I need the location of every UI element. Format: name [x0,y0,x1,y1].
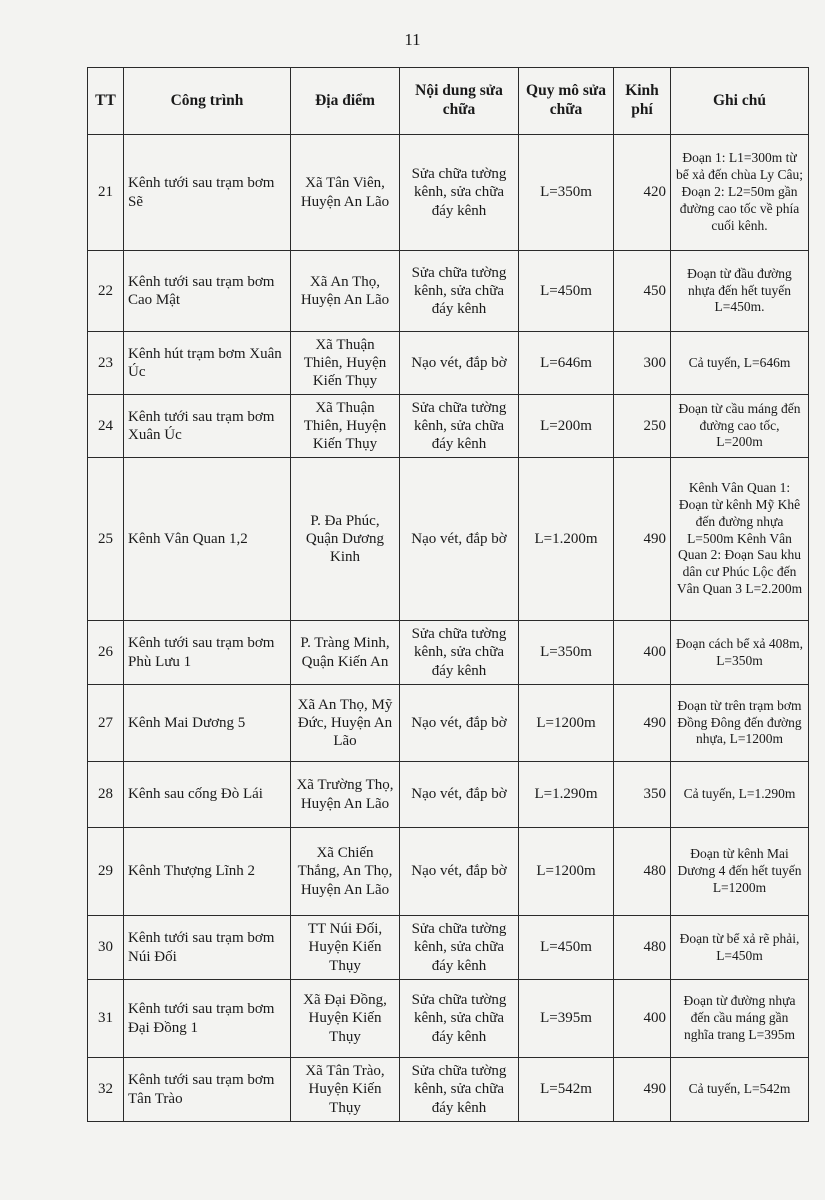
cell-kinh-phi: 300 [614,332,671,395]
cell-cong-trinh: Kênh tưới sau trạm bơm Cao Mật [124,251,291,332]
cell-kinh-phi: 480 [614,916,671,980]
cell-tt: 29 [88,828,124,916]
cell-kinh-phi: 490 [614,1058,671,1122]
cell-kinh-phi: 400 [614,980,671,1058]
table-row [88,135,809,251]
table-row [88,762,809,828]
cell-quy-mo: L=646m [519,332,614,395]
table-row [88,395,809,458]
cell-dia-diem: P. Đa Phúc, Quận Dương Kinh [291,458,400,621]
header-noi-dung: Nội dung sửa chữa [400,68,519,135]
cell-kinh-phi: 350 [614,762,671,828]
page-number: 11 [404,30,421,49]
cell-ghi-chu: Đoạn từ đường nhựa đến cầu máng gần nghĩa trang L=395m [671,980,809,1058]
cell-noi-dung: Sửa chữa tường kênh, sửa chữa đáy kênh [400,135,519,251]
cell-tt: 25 [88,458,124,621]
cell-quy-mo: L=1200m [519,828,614,916]
cell-kinh-phi: 250 [614,395,671,458]
cell-cong-trinh: Kênh tưới sau trạm bơm Tân Trào [124,1058,291,1122]
table-row [88,1058,809,1122]
cell-noi-dung: Sửa chữa tường kênh, sửa chữa đáy kênh [400,916,519,980]
cell-cong-trinh: Kênh Thượng Lĩnh 2 [124,828,291,916]
cell-quy-mo: L=450m [519,916,614,980]
cell-quy-mo: L=1.290m [519,762,614,828]
cell-quy-mo: L=350m [519,621,614,685]
cell-noi-dung: Sửa chữa tường kênh, sửa chữa đáy kênh [400,621,519,685]
cell-dia-diem: Xã Trường Thọ, Huyện An Lão [291,762,400,828]
cell-noi-dung: Sửa chữa tường kênh, sửa chữa đáy kênh [400,1058,519,1122]
cell-tt: 23 [88,332,124,395]
cell-quy-mo: L=200m [519,395,614,458]
cell-noi-dung: Sửa chữa tường kênh, sửa chữa đáy kênh [400,980,519,1058]
cell-ghi-chu: Đoạn từ cầu máng đến đường cao tốc, L=200m [671,395,809,458]
cell-cong-trinh: Kênh hút trạm bơm Xuân Úc [124,332,291,395]
cell-tt: 28 [88,762,124,828]
cell-kinh-phi: 480 [614,828,671,916]
cell-dia-diem: P. Tràng Minh, Quận Kiến An [291,621,400,685]
cell-quy-mo: L=450m [519,251,614,332]
cell-kinh-phi: 490 [614,685,671,762]
cell-noi-dung: Nạo vét, đắp bờ [400,762,519,828]
repair-works-table [87,67,809,1122]
cell-kinh-phi: 420 [614,135,671,251]
cell-kinh-phi: 400 [614,621,671,685]
cell-ghi-chu: Cả tuyến, L=646m [671,332,809,395]
cell-dia-diem: TT Núi Đối, Huyện Kiến Thụy [291,916,400,980]
cell-tt: 26 [88,621,124,685]
cell-cong-trinh: Kênh tưới sau trạm bơm Sẽ [124,135,291,251]
table-row [88,458,809,621]
cell-noi-dung: Nạo vét, đắp bờ [400,685,519,762]
cell-ghi-chu: Đoạn từ kênh Mai Dương 4 đến hết tuyến L=1200m [671,828,809,916]
cell-dia-diem: Xã An Thọ, Huyện An Lão [291,251,400,332]
cell-tt: 32 [88,1058,124,1122]
cell-cong-trinh: Kênh tưới sau trạm bơm Đại Đồng 1 [124,980,291,1058]
header-tt: TT [88,68,124,135]
cell-dia-diem: Xã An Thọ, Mỹ Đức, Huyện An Lão [291,685,400,762]
table-row [88,828,809,916]
cell-dia-diem: Xã Tân Viên, Huyện An Lão [291,135,400,251]
cell-cong-trinh: Kênh Vân Quan 1,2 [124,458,291,621]
cell-tt: 27 [88,685,124,762]
cell-ghi-chu: Đoạn từ đầu đường nhựa đến hết tuyến L=450m. [671,251,809,332]
table-header-row [88,68,809,135]
cell-cong-trinh: Kênh tưới sau trạm bơm Xuân Úc [124,395,291,458]
table-row [88,685,809,762]
cell-ghi-chu: Đoạn 1: L1=300m từ bể xả đến chùa Ly Câu; Đoạn 2: L2=50m gần đường cao tốc về phía cuối kênh. [671,135,809,251]
cell-tt: 24 [88,395,124,458]
cell-cong-trinh: Kênh Mai Dương 5 [124,685,291,762]
cell-quy-mo: L=1200m [519,685,614,762]
cell-ghi-chu: Kênh Vân Quan 1: Đoạn từ kênh Mỹ Khê đến đường nhựa L=500m Kênh Vân Quan 2: Đoạn Sau khu dân cư Phúc Lộc đến Vân Quan 3 L=2.200m [671,458,809,621]
cell-dia-diem: Xã Tân Trào, Huyện Kiến Thụy [291,1058,400,1122]
cell-dia-diem: Xã Đại Đồng, Huyện Kiến Thụy [291,980,400,1058]
cell-tt: 21 [88,135,124,251]
table-row [88,621,809,685]
cell-noi-dung: Nạo vét, đắp bờ [400,332,519,395]
table-row [88,980,809,1058]
cell-kinh-phi: 450 [614,251,671,332]
cell-ghi-chu: Đoạn từ trên trạm bơm Đồng Đông đến đường nhựa, L=1200m [671,685,809,762]
table-row [88,916,809,980]
cell-noi-dung: Nạo vét, đắp bờ [400,828,519,916]
header-cong-trinh: Công trình [124,68,291,135]
cell-cong-trinh: Kênh tưới sau trạm bơm Núi Đối [124,916,291,980]
cell-quy-mo: L=542m [519,1058,614,1122]
cell-dia-diem: Xã Thuận Thiên, Huyện Kiến Thụy [291,332,400,395]
cell-ghi-chu: Đoạn từ bể xả rẽ phải, L=450m [671,916,809,980]
cell-tt: 30 [88,916,124,980]
header-kinh-phi: Kinh phí [614,68,671,135]
header-quy-mo: Quy mô sửa chữa [519,68,614,135]
cell-noi-dung: Sửa chữa tường kênh, sửa chữa đáy kênh [400,251,519,332]
cell-ghi-chu: Đoạn cách bể xả 408m, L=350m [671,621,809,685]
cell-tt: 31 [88,980,124,1058]
cell-dia-diem: Xã Thuận Thiên, Huyện Kiến Thụy [291,395,400,458]
cell-ghi-chu: Cả tuyến, L=542m [671,1058,809,1122]
cell-quy-mo: L=1.200m [519,458,614,621]
cell-kinh-phi: 490 [614,458,671,621]
cell-quy-mo: L=395m [519,980,614,1058]
cell-dia-diem: Xã Chiến Thắng, An Thọ, Huyện An Lão [291,828,400,916]
cell-tt: 22 [88,251,124,332]
cell-cong-trinh: Kênh tưới sau trạm bơm Phù Lưu 1 [124,621,291,685]
table-row [88,251,809,332]
table-row [88,332,809,395]
cell-quy-mo: L=350m [519,135,614,251]
cell-noi-dung: Sửa chữa tường kênh, sửa chữa đáy kênh [400,395,519,458]
cell-cong-trinh: Kênh sau cống Đò Lái [124,762,291,828]
cell-noi-dung: Nạo vét, đắp bờ [400,458,519,621]
cell-ghi-chu: Cả tuyến, L=1.290m [671,762,809,828]
header-ghi-chu: Ghi chú [671,68,809,135]
header-dia-diem: Địa điểm [291,68,400,135]
